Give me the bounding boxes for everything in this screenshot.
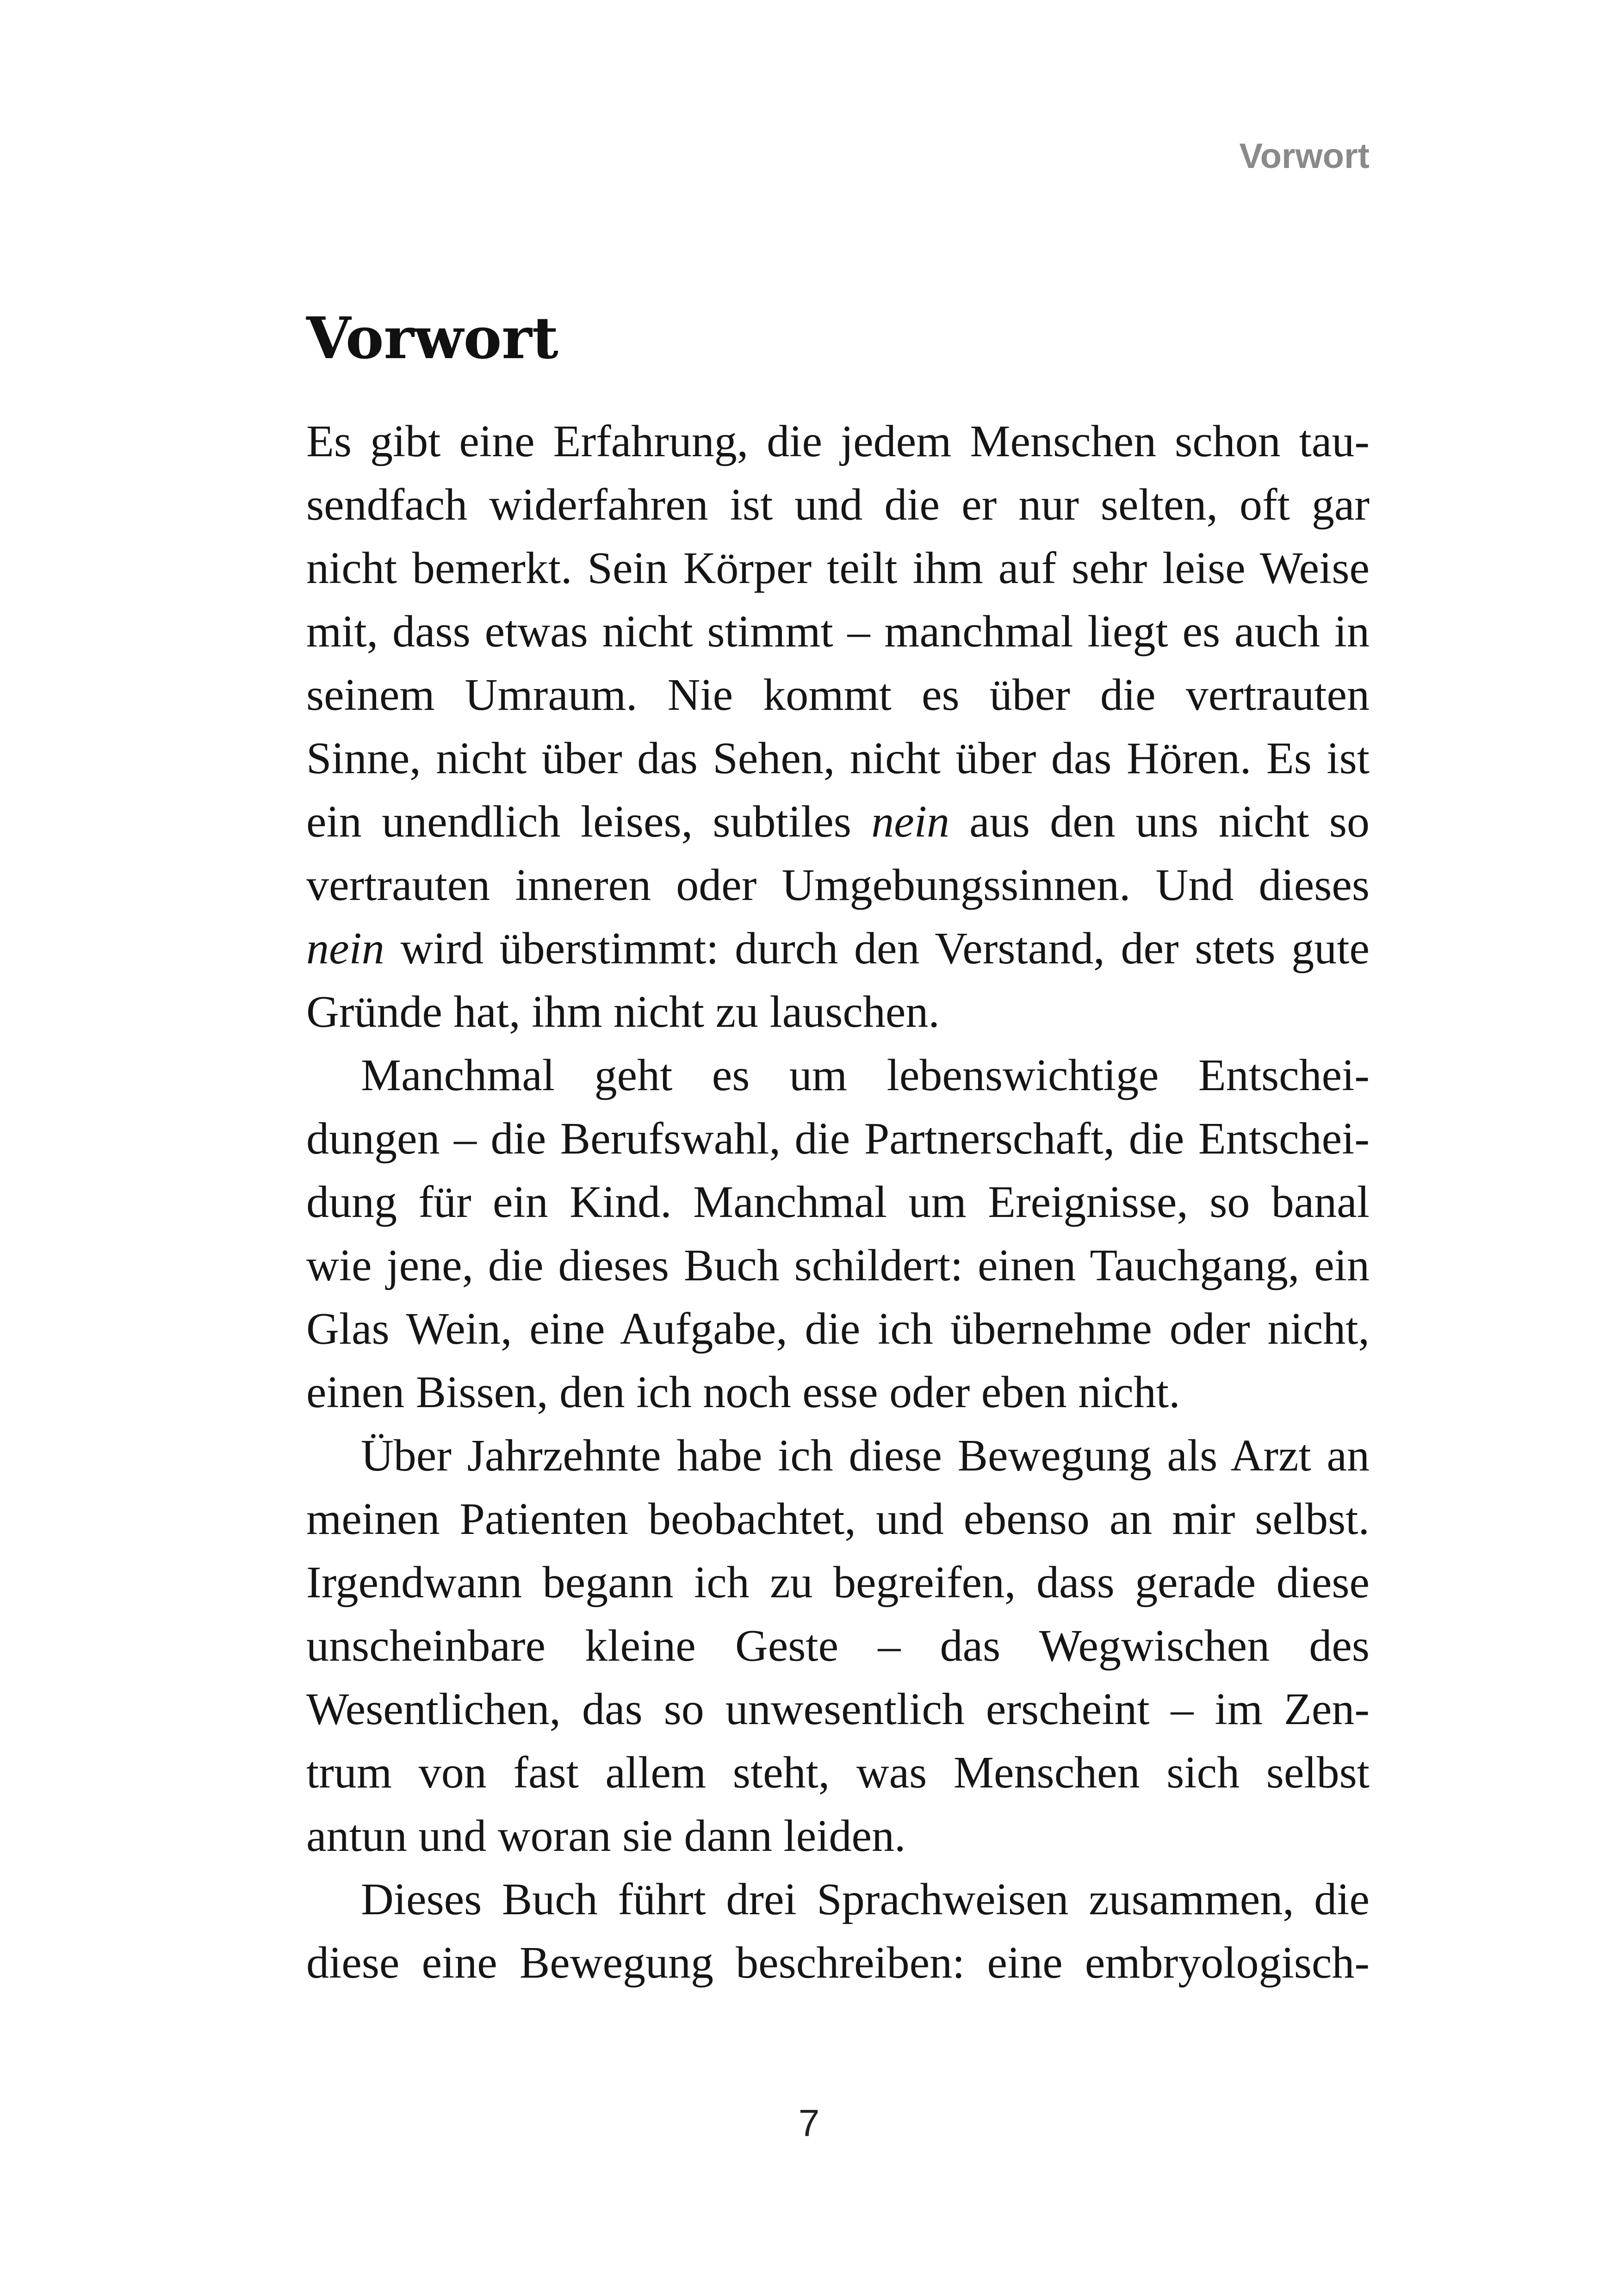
text-segment: wird überstimmt: durch den Verstand, der stets gute bbox=[384, 924, 1370, 974]
text-line: Es gibt eine Erfahrung, die jedem Menschen schon tau- bbox=[306, 416, 1370, 466]
running-head: Vorwort bbox=[1239, 137, 1370, 176]
text-line: Glas Wein, eine Aufgabe, die ich übernehme oder nicht, bbox=[306, 1304, 1370, 1354]
text-line: Irgendwann begann ich zu begreifen, dass gerade diese bbox=[306, 1558, 1370, 1607]
text-segment: ein unendlich leises, subtiles bbox=[306, 797, 872, 847]
text-line: antun und woran sie dann leiden. bbox=[306, 1811, 906, 1861]
text-line: dung für ein Kind. Manchmal um Ereignisse, so banal bbox=[306, 1177, 1370, 1227]
text-line: trum von fast allem steht, was Menschen sich selbst bbox=[306, 1748, 1370, 1798]
text-line: einen Bissen, den ich noch esse oder eben nicht. bbox=[306, 1367, 1180, 1417]
text-line: mit, dass etwas nicht stimmt – manchmal liegt es auch in bbox=[306, 607, 1370, 657]
text-line bbox=[306, 917, 1370, 980]
text-line: sendfach widerfahren ist und die er nur selten, oft gar bbox=[306, 480, 1370, 530]
body-text bbox=[306, 410, 1370, 1995]
text-line bbox=[306, 790, 1370, 854]
emphasis-word: nein bbox=[871, 797, 949, 847]
text-line: nicht bemerkt. Sein Körper teilt ihm auf sehr leise Weise bbox=[306, 543, 1370, 593]
emphasis-word: nein bbox=[306, 924, 384, 974]
text-line: unscheinbare kleine Geste – das Wegwischen des bbox=[306, 1621, 1370, 1671]
chapter-title: Vorwort bbox=[306, 305, 558, 372]
text-line: diese eine Bewegung beschreiben: eine embryologisch- bbox=[306, 1938, 1370, 1988]
text-line: Gründe hat, ihm nicht zu lauschen. bbox=[306, 987, 940, 1037]
text-line: vertrauten inneren oder Umgebungssinnen. Und dieses bbox=[306, 860, 1370, 910]
text-line: dungen – die Berufswahl, die Partnerschaft, die Entschei- bbox=[306, 1114, 1370, 1164]
text-line: seinem Umraum. Nie kommt es über die vertrauten bbox=[306, 670, 1370, 720]
text-line: Manchmal geht es um lebenswichtige Entschei- bbox=[361, 1050, 1370, 1100]
text-line: Dieses Buch führt drei Sprachweisen zusammen, die bbox=[361, 1874, 1370, 1924]
text-line: wie jene, die dieses Buch schildert: einen Tauchgang, ein bbox=[306, 1241, 1370, 1291]
page-number: 7 bbox=[798, 2102, 820, 2144]
text-line: Wesentlichen, das so unwesentlich erscheint – im Zen- bbox=[306, 1684, 1370, 1734]
text-line: Sinne, nicht über das Sehen, nicht über das Hören. Es ist bbox=[306, 733, 1370, 783]
text-line: Über Jahrzehnte habe ich diese Bewegung als Arzt an bbox=[361, 1431, 1370, 1481]
text-line: meinen Patienten beobachtet, und ebenso an mir selbst. bbox=[306, 1494, 1370, 1544]
text-segment: aus den uns nicht so bbox=[949, 797, 1370, 847]
